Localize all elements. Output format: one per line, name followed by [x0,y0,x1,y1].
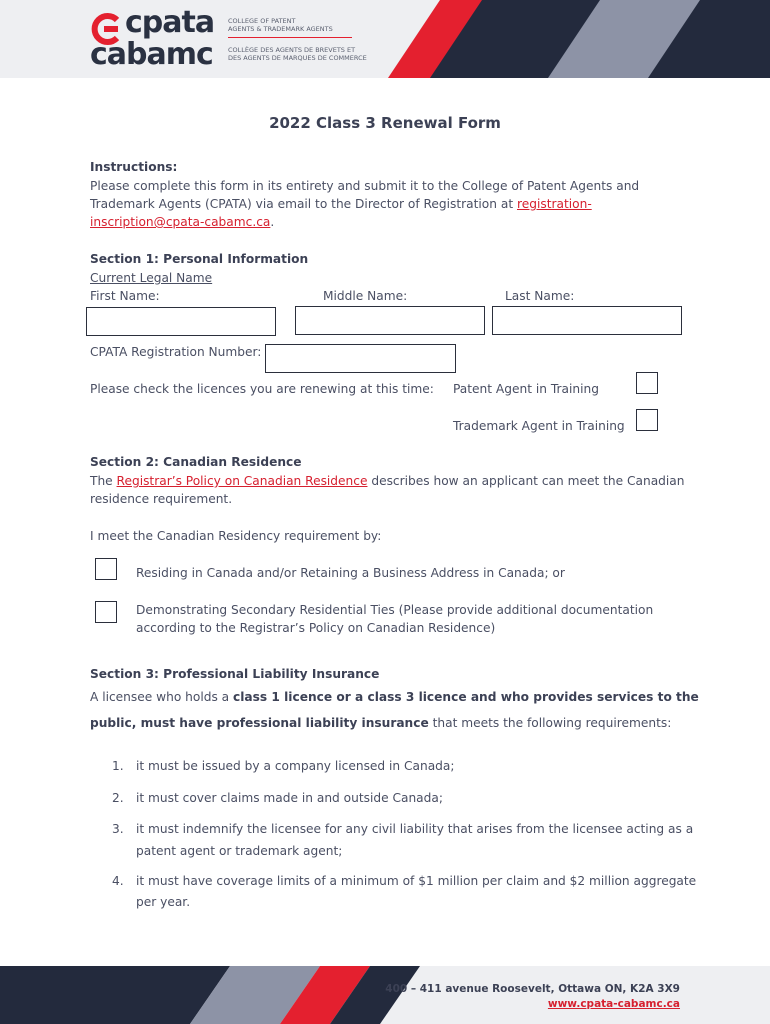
header-band [0,0,770,78]
last-name-label: Last Name: [505,289,575,303]
section3-line1-pre: A licensee who holds a [90,690,234,704]
logo-fr-line2: DES AGENTS DE MARQUES DE COMMERCE [228,54,367,62]
list-item: it must be issued by a company licensed in Canada; [136,759,455,773]
section2-heading: Section 2: Canadian Residence [90,455,302,469]
residing-checkbox[interactable] [95,558,117,580]
reg-number-field[interactable] [265,344,456,373]
section3-line1 [90,688,699,706]
patent-agent-checkbox[interactable] [636,372,658,394]
list-item-number: 3. [112,822,124,836]
list-item-number: 2. [112,791,124,805]
logo-fr-line1: COLLÈGE DES AGENTS DE BREVETS ET [228,46,356,54]
footer-website-link[interactable]: www.cpata-cabamc.ca [547,998,680,1010]
section3-heading: Section 3: Professional Liability Insurance [90,667,380,681]
option-patent-label: Patent Agent in Training [453,382,599,396]
instructions-line2 [90,195,592,213]
footer-website-wrap [548,998,680,1010]
licences-prompt: Please check the licences you are renewing at this time: [90,382,434,396]
footer-address: 400 – 411 avenue Roosevelt, Ottawa ON, K2A 3X9 [385,983,680,995]
list-item-continuation: patent agent or trademark agent; [136,844,343,858]
residency-option2-line2: according to the Registrar’s Policy on Canadian Residence) [136,621,496,635]
instructions-line1: Please complete this form in its entirety and submit it to the College of Patent Agents and [90,179,640,193]
logo-en-line1: COLLEGE OF PATENT [228,17,296,25]
section2-line2: residence requirement. [90,492,233,506]
section2-line1-pre: The [90,474,117,488]
footer-band [0,966,770,1024]
trademark-agent-checkbox[interactable] [636,409,658,431]
residency-option1: Residing in Canada and/or Retaining a Business Address in Canada; or [136,566,565,580]
list-item: it must indemnify the licensee for any civil liability that arises from the licensee acting as a [136,822,694,836]
email-link-part1[interactable]: registration- [517,197,592,211]
list-item-continuation: per year. [136,895,191,909]
section2-line1 [90,472,684,490]
residence-policy-link[interactable]: Registrar’s Policy on Canadian Residence [116,474,368,488]
secondary-ties-checkbox[interactable] [95,601,117,623]
footer-stripes [0,966,770,1024]
section1-subheading: Current Legal Name [90,271,213,285]
list-item-number: 1. [112,759,124,773]
list-item-number: 4. [112,874,124,888]
list-item: it must have coverage limits of a minimum of $1 million per claim and $2 million aggregate [136,874,697,888]
section3-line2-post: that meets the following requirements: [428,716,672,730]
first-name-label: First Name: [90,289,160,303]
section3-line1-bold: class 1 licence or a class 3 licence and who provides services to the [233,690,699,704]
instructions-line3 [90,213,274,231]
logo-word-cpata: cpata [125,5,215,40]
logo-divider [228,37,352,38]
residency-option2-line1: Demonstrating Secondary Residential Ties (Please provide additional documentation [136,603,654,617]
section3-line2 [90,714,671,732]
instructions-heading: Instructions: [90,160,178,174]
residency-prompt: I meet the Canadian Residency requirement by: [90,529,382,543]
reg-number-label: CPATA Registration Number: [90,345,262,359]
last-name-field[interactable] [492,306,682,335]
section2-line1-post: describes how an applicant can meet the Canadian [367,474,685,488]
list-item: it must cover claims made in and outside Canada; [136,791,443,805]
logo-en-line2: AGENTS & TRADEMARK AGENTS [228,25,333,33]
instructions-line2-text: Trademark Agents (CPATA) via email to the Director of Registration at [90,197,517,211]
middle-name-label: Middle Name: [323,289,408,303]
section1-heading: Section 1: Personal Information [90,252,309,266]
email-period: . [270,215,275,229]
option-trademark-label: Trademark Agent in Training [453,419,625,433]
logo-word-cabamc: cabamc [90,37,213,72]
email-link-part2[interactable]: inscription@cpata-cabamc.ca [90,215,271,229]
first-name-field[interactable] [86,307,276,336]
middle-name-field[interactable] [295,306,485,335]
section3-line2-bold: public, must have professional liability insurance [90,716,429,730]
form-title: 2022 Class 3 Renewal Form [269,114,501,132]
